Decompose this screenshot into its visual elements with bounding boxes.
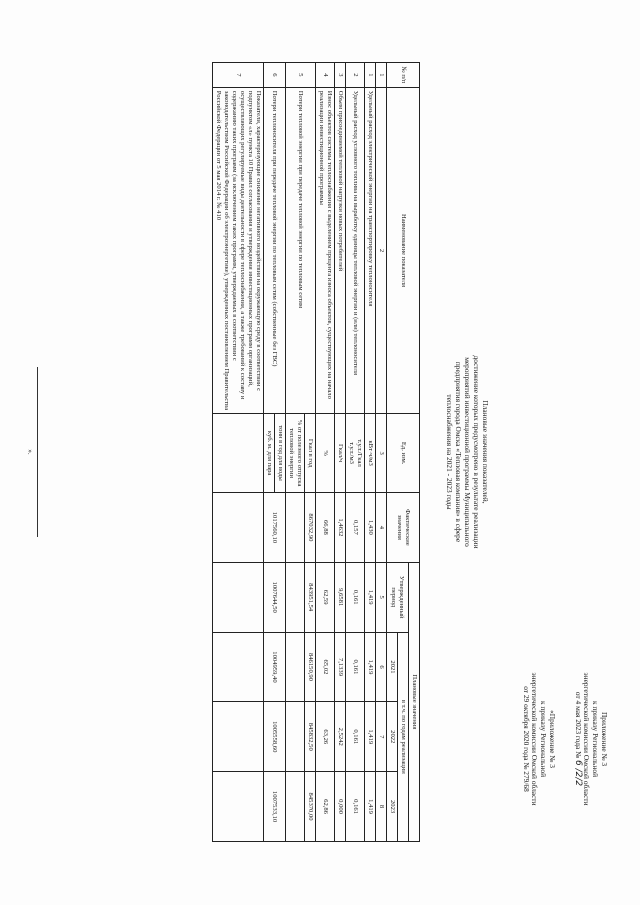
row-approved: 9,6581 xyxy=(335,562,346,632)
row-num: 3 xyxy=(335,63,346,88)
row-actual xyxy=(286,493,305,563)
row-2022 xyxy=(213,702,264,772)
row-approved: 843951,54 xyxy=(305,562,316,632)
row-2023: 1,419 xyxy=(365,772,376,842)
table-row xyxy=(275,63,286,842)
row-2022: 0,161 xyxy=(346,702,365,772)
row-2022: 63,26 xyxy=(316,702,335,772)
header-approved: Утвержденный период xyxy=(387,562,409,632)
column-index: 4 xyxy=(376,493,387,563)
column-index: 1 xyxy=(376,63,387,88)
row-name: Показатели, характеризующие снижение негативного воздействия на окружающую среду в соответствии с подпунктом «л» пункта 10 Правил согласования и утверждения инвестиционных программ организаций, осуществляющих регулируемые виды деятельности в сфере теплоснабжения, а также требований к составу и содержанию таких программ (за исключением таких программ, утверждаемых в соответствии с законодательством Российской Федерации об электроэнергетике), утвержденных постановлением Правительства Российской Федерации от 5 мая 2014 г. № 410 xyxy=(213,87,264,413)
table-row xyxy=(365,63,376,842)
row-actual: 867032,90 xyxy=(305,493,316,563)
document-title xyxy=(445,272,490,632)
header-year: 2022 xyxy=(387,702,398,772)
row-2023 xyxy=(286,772,305,842)
table-row xyxy=(335,63,346,842)
title-line: Плановые значения показателей, xyxy=(481,400,490,504)
row-approved: 1,419 xyxy=(365,562,376,632)
row-2022: 845832,50 xyxy=(305,702,316,772)
table-row xyxy=(213,63,264,842)
table-header-row xyxy=(409,63,420,842)
row-num: 2 xyxy=(346,63,365,88)
row-actual: 1017560,10 xyxy=(264,493,286,563)
row-2021: 1004959,40 xyxy=(264,632,286,702)
row-2021: 0,161 xyxy=(346,632,365,702)
row-unit: Гкал в год xyxy=(305,414,316,493)
row-2023: 845370,00 xyxy=(305,772,316,842)
row-unit: % xyxy=(316,414,335,493)
title-line: предприятия города Омска «Тепловая компания» в сфере xyxy=(454,361,463,543)
row-2023: 62,86 xyxy=(316,772,335,842)
indicators-table xyxy=(212,62,420,842)
previous-appendix-header xyxy=(521,614,556,864)
header-line: Приложение № 3 xyxy=(600,711,609,767)
header-line: от 29 октября 2020 года № 279/68 xyxy=(521,686,531,792)
header-line: к приказу Региональной xyxy=(539,700,549,778)
column-index: 6 xyxy=(376,632,387,702)
row-num: 1 xyxy=(365,63,376,88)
row-name: Объем присоединяемой тепловой нагрузки новых потребителей xyxy=(335,87,346,413)
header-year: 2023 xyxy=(387,772,398,842)
row-unit: % от полезного отпуска тепловой энергии xyxy=(286,414,305,493)
column-index-row xyxy=(376,63,387,842)
row-2021: 846150,90 xyxy=(305,632,316,702)
row-approved: 0,161 xyxy=(346,562,365,632)
row-actual xyxy=(213,493,264,563)
appendix-header xyxy=(573,614,608,864)
header-incl: в т.ч. по годам реализации xyxy=(398,632,409,841)
header-date-line xyxy=(573,614,582,864)
table-row xyxy=(305,63,316,842)
row-approved xyxy=(213,562,264,632)
header-line: к приказу Региональной xyxy=(591,700,601,778)
header-unit: Ед. изм. xyxy=(387,414,420,493)
row-2021 xyxy=(286,632,305,702)
header-num: № п/п xyxy=(387,63,420,88)
title-line: достижение которых предусмотрено в результате реализации xyxy=(472,355,481,549)
row-approved: 1007644,50 xyxy=(264,562,286,632)
column-index: 5 xyxy=(376,562,387,632)
row-2021: 65,02 xyxy=(316,632,335,702)
column-index: 3 xyxy=(376,414,387,493)
row-2021: 1,419 xyxy=(365,632,376,702)
row-unit-line: т.у.т./м3 xyxy=(348,442,355,464)
row-2022 xyxy=(286,702,305,772)
column-index: 2 xyxy=(376,87,387,413)
header-actual: Фактические значения xyxy=(387,493,420,563)
row-num: 4 xyxy=(316,63,335,88)
row-actual: 1,430 xyxy=(365,493,376,563)
row-unit xyxy=(213,414,264,493)
column-index: 7 xyxy=(376,702,387,772)
row-unit xyxy=(346,414,365,493)
row-2022: 1,419 xyxy=(365,702,376,772)
row-actual: 0,157 xyxy=(346,493,365,563)
row-2023: 0,161 xyxy=(346,772,365,842)
row-name: Удельный расход электрической энергии на транспортировку теплоносителя xyxy=(365,87,376,413)
row-actual: 66,88 xyxy=(316,493,335,563)
handwritten-number: 6 /2/2 xyxy=(572,760,583,787)
row-2023: 1007533,10 xyxy=(264,772,286,842)
title-line: теплоснабжения на 2021 - 2023 годы xyxy=(445,394,454,510)
row-2021 xyxy=(213,632,264,702)
row-unit: тонн в год для воды xyxy=(275,414,286,493)
row-2021: 7,1339 xyxy=(335,632,346,702)
row-approved xyxy=(286,562,305,632)
title-line: мероприятий инвестиционной программы Муниципального xyxy=(463,357,472,547)
row-2022: 2,5242 xyxy=(335,702,346,772)
row-name: Потери тепловой энергии при передаче тепловой энергии по тепловым сетям xyxy=(286,87,316,413)
header-year: 2021 xyxy=(387,632,398,702)
header-line: энергетической комиссии Омской области xyxy=(530,672,540,806)
row-num: 5 xyxy=(286,63,316,88)
closing-mark xyxy=(26,367,38,537)
row-2023: 0,000 xyxy=(335,772,346,842)
table-row xyxy=(316,63,335,842)
header-line: «Приложение № 3 xyxy=(548,710,557,768)
closing-rule xyxy=(36,367,38,537)
header-date: от 4 мая 2023 года № xyxy=(573,691,583,760)
header-line: энергетической комиссии Омской области xyxy=(582,672,592,806)
row-name: Потери теплоносителя при передаче тепловой энергии по тепловым сетям (собственные без ГВС) xyxy=(264,87,286,413)
row-unit: куб. м. для пара xyxy=(264,414,275,493)
row-num: 7 xyxy=(213,63,264,88)
row-unit: Гкал/ч xyxy=(335,414,346,493)
row-num: 6 xyxy=(264,63,286,88)
row-approved: 62,59 xyxy=(316,562,335,632)
row-2022: 1005558,60 xyxy=(264,702,286,772)
rotated-document xyxy=(20,22,620,882)
header-plan-group: Плановые значения xyxy=(409,562,420,841)
row-actual: 1,4632 xyxy=(335,493,346,563)
row-name: Удельный расход условного топлива на выработку единицы тепловой энергии и (или) теплоносителя xyxy=(346,87,365,413)
column-index: 8 xyxy=(376,772,387,842)
row-unit: кВт·ч/м3 xyxy=(365,414,376,493)
table-row xyxy=(346,63,365,842)
row-unit-line: т.у.т./Гкал xyxy=(356,439,363,467)
row-2023 xyxy=(213,772,264,842)
row-name: Износ объектов системы теплоснабжения с выделением процента износа объектов, существующих на начало реализации инвестиционной программы xyxy=(316,87,335,413)
closing-quote: ». xyxy=(26,449,34,455)
header-name: Наименование показателя xyxy=(387,87,420,413)
